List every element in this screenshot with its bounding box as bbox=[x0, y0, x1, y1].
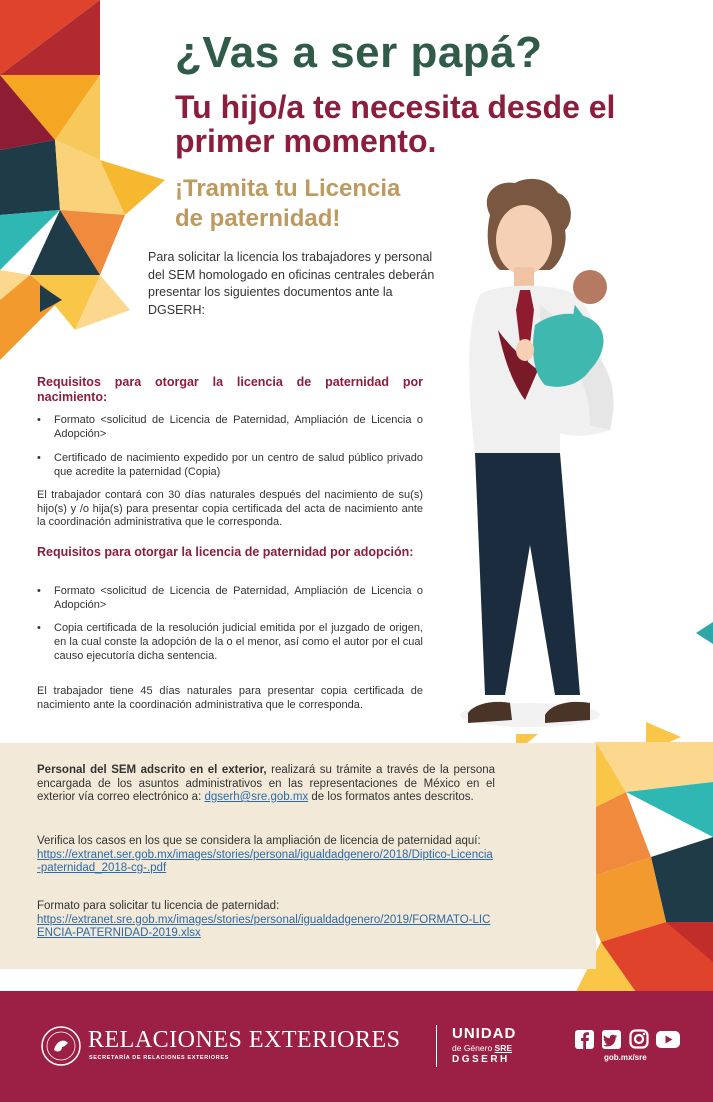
adoption-item-1: • Formato <solicitud de Licencia de Paternidad, Ampliación de Licencia o Adopción> bbox=[37, 585, 423, 611]
birth-item-1: • Formato <solicitud de Licencia de Paternidad, Ampliación de Licencia o Adopción> bbox=[37, 414, 423, 440]
birth-requirements-heading: Requisitos para otorgar la licencia de paternidad por nacimiento: bbox=[37, 375, 423, 404]
cta-line-2: de paternidad! bbox=[175, 205, 341, 232]
exterior-text-2: de los formatos antes descritos. bbox=[308, 791, 474, 803]
exterior-paragraph bbox=[37, 764, 495, 805]
cta-heading bbox=[175, 174, 475, 234]
father-baby-illustration bbox=[440, 175, 640, 735]
mexico-seal-icon bbox=[40, 1025, 82, 1067]
unit-line-1: UNIDAD bbox=[452, 1025, 517, 1042]
adoption-item-1-text: Formato <solicitud de Licencia de Paternidad, Ampliación de Licencia o Adopción> bbox=[54, 585, 423, 611]
page-subtitle: Tu hijo/a te necesita desde el primer momento. bbox=[175, 89, 616, 159]
facebook-icon[interactable] bbox=[575, 1030, 594, 1049]
intro-paragraph: Para solicitar la licencia los trabajadores y personal del SEM homologado en oficinas centrales deberán presentar los siguientes documentos ante la DGSERH: bbox=[148, 250, 435, 317]
email-link[interactable]: dgserh@sre.gob.mx bbox=[204, 791, 309, 803]
birth-item-2: • Certificado de nacimiento expedido por un centro de salud público privado que acredite la paternidad (Copia) bbox=[37, 452, 423, 478]
exterior-text-1: realizará su trámite a través de la persona encargada de los asuntos administrativos en las representaciones de México en el exterior vía correo electrónico a: bbox=[37, 764, 496, 803]
ampliacion-label: Verifica los casos en los que se considera la ampliación de licencia de paternidad aquí: bbox=[37, 835, 481, 847]
footer bbox=[0, 991, 713, 1102]
birth-note: El trabajador contará con 30 días naturales después del nacimiento de su(s) hijo(s) y /o hija(s) para presentar copia certificada del acta de nacimiento ante la coordinación administrativa que le corresponda. bbox=[37, 489, 423, 528]
social-url: gob.mx/sre bbox=[604, 1053, 647, 1062]
ampliacion-block bbox=[37, 835, 495, 876]
page-title: ¿Vas a ser papá? bbox=[175, 28, 543, 77]
cta-line-1: ¡Tramita tu Licencia bbox=[175, 175, 401, 202]
ampliacion-link[interactable]: https://extranet.ser.gob.mx/images/stories/personal/igualdadgenero/2018/Diptico-Licencia-paternidad_2018-cg-.pdf bbox=[37, 848, 493, 874]
footer-divider bbox=[436, 1025, 437, 1067]
formato-link[interactable]: https://extranet.sre.gob.mx/images/stories/personal/igualdadgenero/2019/FORMATO-LICENCIA-PATERNIDAD-2019.xlsx bbox=[37, 913, 491, 939]
formato-block bbox=[37, 900, 495, 941]
instagram-icon[interactable] bbox=[629, 1029, 649, 1049]
decorative-triangles-left bbox=[0, 0, 170, 380]
adoption-item-2: • Copia certificada de la resolución judicial emitida por el juzgado de origen, en la cual conste la adopción de la o el menor, así como el autor por el cual causo ejecutoría dicha sentencia. bbox=[37, 622, 423, 662]
adoption-note: El trabajador tiene 45 días naturales para presentar copia certificada de nacimiento ante la coordinación administrativa que le corresponda. bbox=[37, 685, 423, 711]
unit-line-3: DGSERH bbox=[452, 1054, 510, 1065]
footer-brand-sub: SECRETARÍA DE RELACIONES EXTERIORES bbox=[89, 1055, 229, 1061]
birth-item-2-text: Certificado de nacimiento expedido por un centro de salud público privado que acredite la paternidad (Copia) bbox=[54, 452, 423, 478]
unit-line-2a: de Género bbox=[452, 1043, 495, 1053]
unit-line-2 bbox=[452, 1043, 512, 1053]
twitter-icon[interactable] bbox=[602, 1030, 621, 1049]
youtube-icon[interactable] bbox=[656, 1031, 680, 1048]
exterior-bold: Personal del SEM adscrito en el exterior, bbox=[37, 764, 267, 776]
unit-line-2b: SRE bbox=[494, 1043, 513, 1053]
formato-label: Formato para solicitar tu licencia de paternidad: bbox=[37, 900, 280, 912]
birth-item-1-text: Formato <solicitud de Licencia de Paternidad, Ampliación de Licencia o Adopción> bbox=[54, 414, 423, 440]
footer-brand: RELACIONES EXTERIORES bbox=[88, 1027, 401, 1053]
adoption-item-2-text: Copia certificada de la resolución judicial emitida por el juzgado de origen, en la cual conste la adopción de la o el menor, así como el autor por el cual causo ejecutoría dicha sentencia. bbox=[54, 622, 423, 662]
adoption-requirements-heading: Requisitos para otorgar la licencia de paternidad por adopción: bbox=[37, 545, 414, 559]
